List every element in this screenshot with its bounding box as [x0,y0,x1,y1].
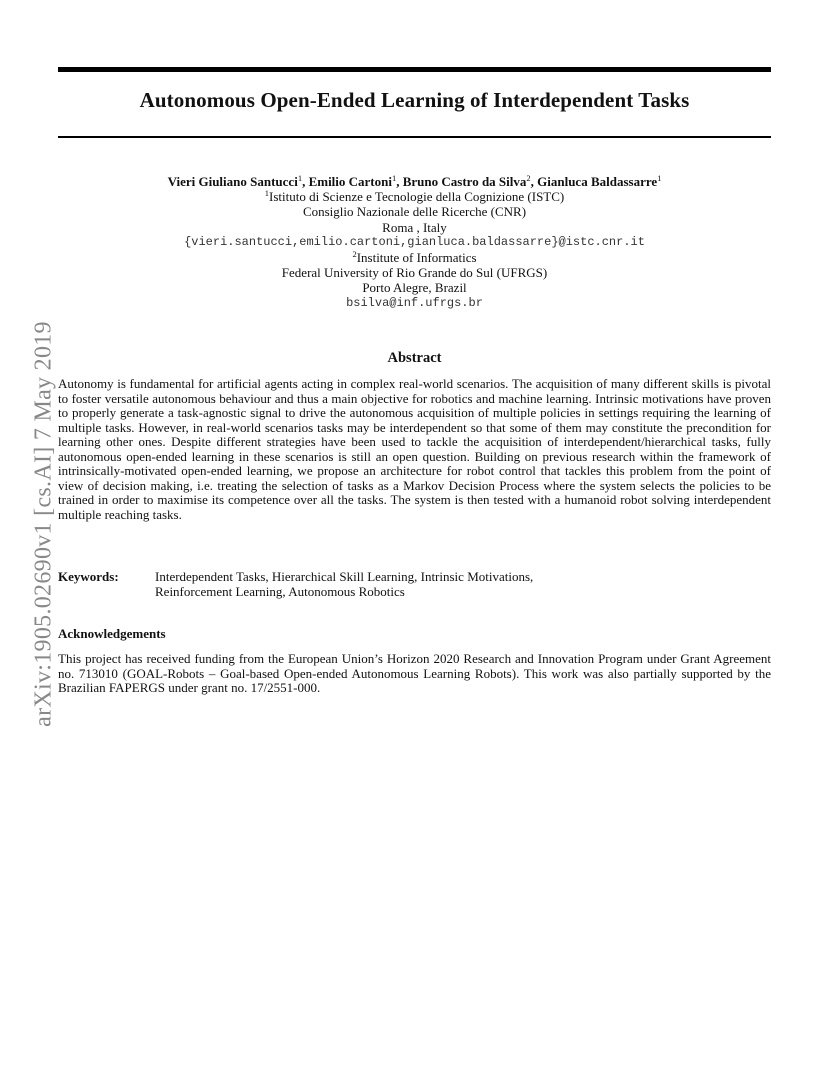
author-name: Gianluca Baldassarre [537,174,658,189]
keywords-label: Keywords: [58,569,119,584]
affiliation-mark: 1 [264,188,269,199]
author-list: Vieri Giuliano Santucci$^1$, Emilio Cartoni$^1$, Bruno Castro da Silva$^2$, Gianluca Baldassarre$^1$ [167,173,662,189]
affiliation-email: bsilva@inf.ufrgs.br [346,295,483,310]
affiliation-1 [58,189,771,204]
title-bottom-rule [58,136,771,138]
acknowledgements-text: This project has received funding from the European Union’s Horizon 2020 Research and Innovation Program under Grant Agreement no. 713010 (GOAL-Robots – Goal-based Open-ended Autonomous Learning Robots). This work was also partially supported by the Brazilian FAPERGS under grant no. 17/2551-000. [58,651,771,695]
author-affiliation-mark: 1 [391,173,397,183]
author-name: Vieri Giuliano Santucci [167,174,298,189]
author-name: Bruno Castro da Silva [402,174,527,189]
abstract-heading: Abstract [387,350,442,366]
affiliation-text: Institute of Informatics [356,250,477,266]
affiliation-text: Consiglio Nazionale delle Ricerche (CNR) [302,204,527,220]
arxiv-identifier-stamp: arXiv:1905.02690v1 [cs.AI] 7 May 2019 [30,321,57,727]
author-name: Emilio Cartoni [308,174,392,189]
affiliation-email: {vieri.santucci,emilio.cartoni,gianluca.baldassarre}@istc.cnr.it [184,234,645,249]
keywords-section [58,569,771,599]
author-affiliation-mark: 2 [526,173,531,183]
author-block [58,174,771,311]
affiliation-text: Porto Alegre, Brazil [362,280,467,296]
affiliation-mark: 2 [352,249,357,260]
affiliation-text: Roma , Italy [382,219,447,235]
title-top-rule [58,67,771,72]
keywords-text: Interdependent Tasks, Hierarchical Skill Learning, Intrinsic Motivations, Reinforcement Learning, Autonomous Robotics [155,569,534,599]
affiliation-text: Istituto di Scienze e Tecnologie della Cognizione (ISTC) [269,189,565,205]
affiliation-2 [58,250,771,265]
affiliation-text: Federal University of Rio Grande do Sul (UFRGS) [281,265,548,281]
acknowledgements-heading: Acknowledgements [58,626,166,641]
paper-title: Autonomous Open-Ended Learning of Interdependent Tasks [139,88,690,112]
author-affiliation-mark: 1 [297,173,303,183]
abstract-text: Autonomy is fundamental for artificial agents acting in complex real-world scenarios. The acquisition of many different skills is pivotal to foster versatile autonomous behaviour and thus a main objective for robotics and machine learning. Intrinsic motivations have proven to properly generate a task-agnostic signal to drive the autonomous acquisition of multiple policies in settings requiring the learning of multiple tasks. However, in real-world scenarios tasks may be interdependent so that some of them may constitute the precondition for learning other ones. Despite different strategies have been used to tackle the acquisition of interdependent/hierarchical tasks, fully autonomous open-ended learning in these scenarios is still an open question. Building on previous research within the framework of intrinsically-motivated open-ended learning, we propose an architecture for robot control that tackles this problem from the point of view of decision making, i.e. treating the selection of tasks as a Markov Decision Process where the system selects the policies to be trained in order to maximise its competence over all the tasks. The system is then tested with a humanoid robot solving interdependent multiple reaching tasks. [58,376,771,522]
author-affiliation-mark: 1 [657,173,662,183]
